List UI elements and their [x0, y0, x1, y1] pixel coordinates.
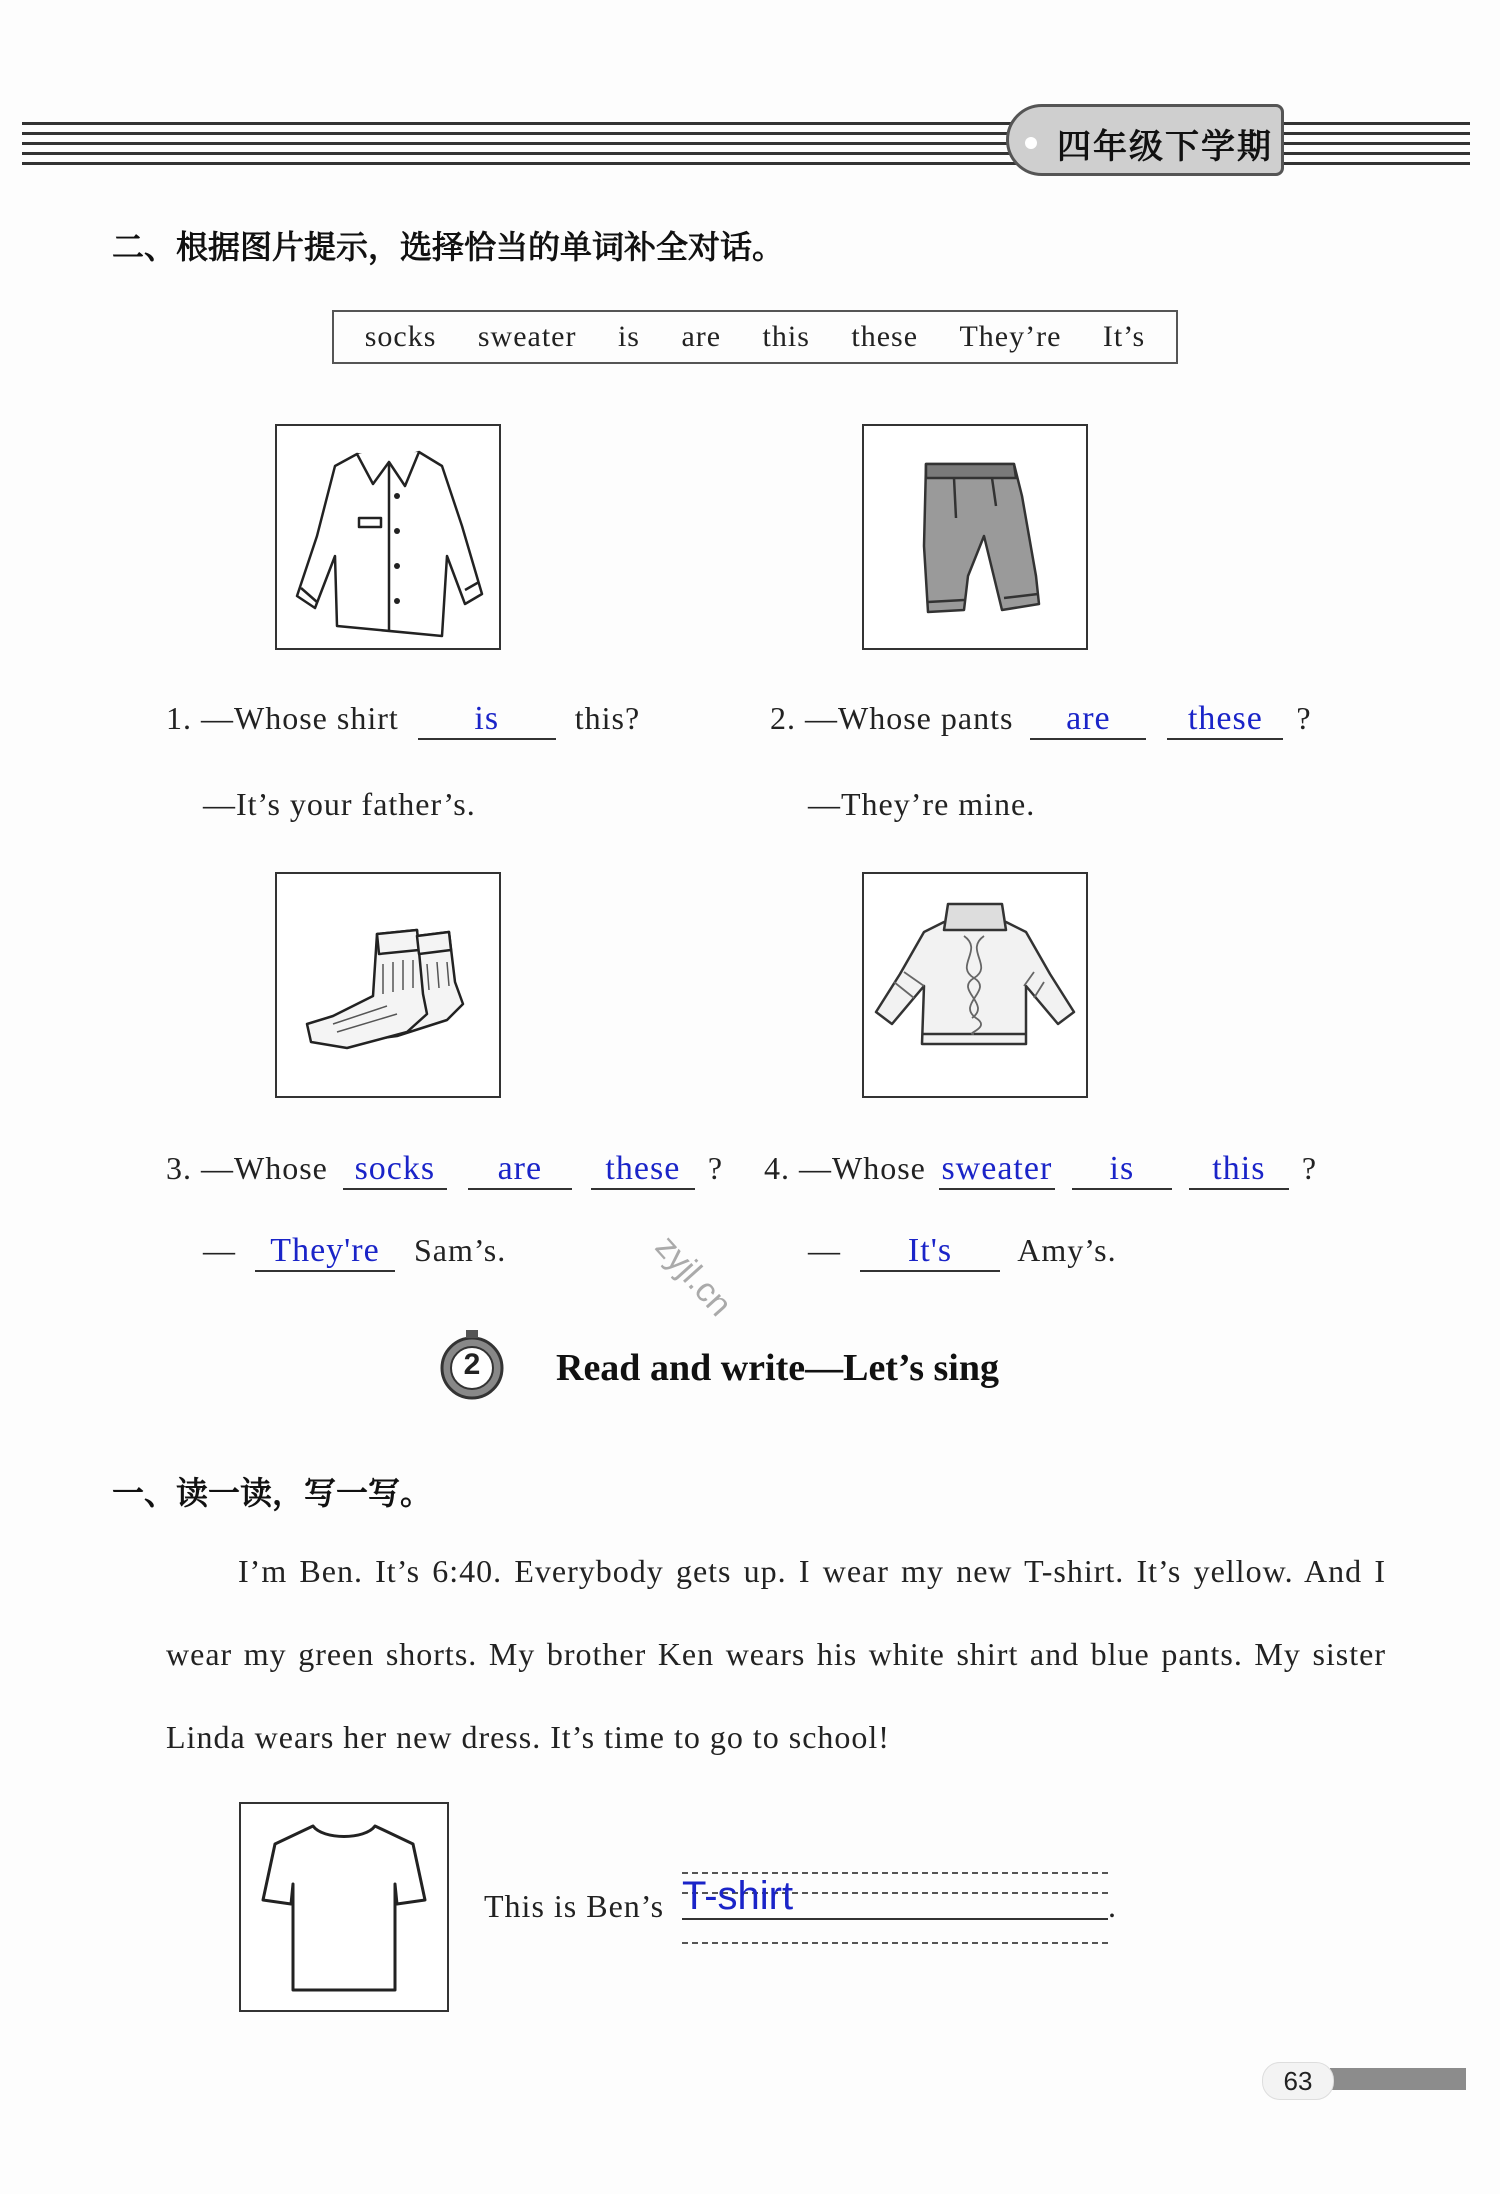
- answer-handwriting[interactable]: T-shirt: [682, 1874, 794, 1918]
- socks-picture: [275, 872, 501, 1098]
- reply-text: Amy’s.: [1017, 1232, 1117, 1268]
- word-bank: [332, 310, 1178, 364]
- grade-badge-label: 四年级下学期: [1057, 127, 1273, 167]
- grade-badge: [1006, 104, 1284, 176]
- exercise-1-instruction: 一、读一读，写一写。: [112, 1474, 433, 1512]
- word-bank-item: this: [762, 320, 810, 353]
- question-3: [166, 1150, 723, 1190]
- answer-blank[interactable]: are: [468, 1150, 572, 1190]
- answer-blank[interactable]: these: [1167, 700, 1283, 740]
- reply-dash: —: [203, 1232, 236, 1268]
- answer-blank[interactable]: these: [591, 1150, 695, 1190]
- sentence-end: .: [1108, 1888, 1117, 1924]
- question-text: ?: [1296, 700, 1312, 736]
- question-text: —Whose pants: [805, 700, 1014, 736]
- word-bank-item: these: [851, 320, 919, 353]
- question-number: 1.: [166, 700, 192, 736]
- page-number: 63: [1262, 2062, 1334, 2100]
- exercise-2-instruction: 二、根据图片提示，选择恰当的单词补全对话。: [112, 228, 785, 266]
- question-number: 2.: [770, 700, 796, 736]
- question-text: —Whose shirt: [201, 700, 399, 736]
- section-number-badge: [434, 1326, 510, 1406]
- word-bank-item: sweater: [477, 320, 577, 353]
- reply-dash: —: [808, 1232, 841, 1268]
- question-text: ?: [1301, 1150, 1318, 1186]
- answer-blank[interactable]: socks: [343, 1150, 447, 1190]
- handwriting-lines: [682, 1870, 1108, 1940]
- question-text: —Whose: [201, 1150, 328, 1186]
- reply-1: —It’s your father’s.: [203, 786, 476, 822]
- pants-icon: [864, 426, 1086, 648]
- answer-blank[interactable]: sweater: [939, 1150, 1055, 1190]
- reading-passage: I’m Ben. It’s 6:40. Everybody gets up. I wear my new T-shirt. It’s yellow. And I wear my green shorts. My brother Ken wears his white shirt and blue pants. My sister Linda wears her new dress. It’s time to go to school!: [166, 1553, 1386, 1755]
- sweater-picture: [862, 872, 1088, 1098]
- question-text: —Whose: [799, 1150, 926, 1186]
- t-shirt-icon: [241, 1804, 447, 2010]
- t-shirt-picture: [239, 1802, 449, 2012]
- answer-blank[interactable]: is: [418, 700, 556, 740]
- word-bank-item: It’s: [1102, 320, 1146, 353]
- word-bank-item: is: [617, 320, 640, 353]
- question-number: 3.: [166, 1150, 192, 1186]
- answer-blank[interactable]: is: [1072, 1150, 1172, 1190]
- reply-4: [808, 1232, 1117, 1272]
- reply-text: Sam’s.: [414, 1232, 507, 1268]
- answer-blank[interactable]: It's: [860, 1232, 1000, 1272]
- word-bank-item: socks: [364, 320, 437, 353]
- answer-blank[interactable]: are: [1030, 700, 1146, 740]
- watermark: zyjl.cn: [647, 1228, 740, 1324]
- pants-picture: [862, 424, 1088, 650]
- socks-icon: [277, 874, 499, 1096]
- sentence-start: This is Ben’s: [484, 1888, 665, 1924]
- word-bank-item: They’re: [959, 320, 1062, 353]
- question-2: [770, 700, 1312, 740]
- section-number: 2: [463, 1348, 481, 1381]
- reply-3: [203, 1232, 506, 1272]
- section-title: Read and write—Let’s sing: [556, 1347, 999, 1389]
- shirt-picture: [275, 424, 501, 650]
- answer-blank[interactable]: They're: [255, 1232, 395, 1272]
- question-text: ?: [707, 1150, 724, 1186]
- reply-2: —They’re mine.: [808, 786, 1036, 822]
- sweater-icon: [864, 874, 1086, 1096]
- question-4: [764, 1150, 1317, 1190]
- question-1: [166, 700, 640, 740]
- shirt-icon: [277, 426, 499, 648]
- question-number: 4.: [764, 1150, 790, 1186]
- question-text: this?: [574, 700, 641, 736]
- answer-blank[interactable]: this: [1189, 1150, 1289, 1190]
- word-bank-item: are: [681, 320, 722, 353]
- page-number-bar: [1330, 2068, 1466, 2090]
